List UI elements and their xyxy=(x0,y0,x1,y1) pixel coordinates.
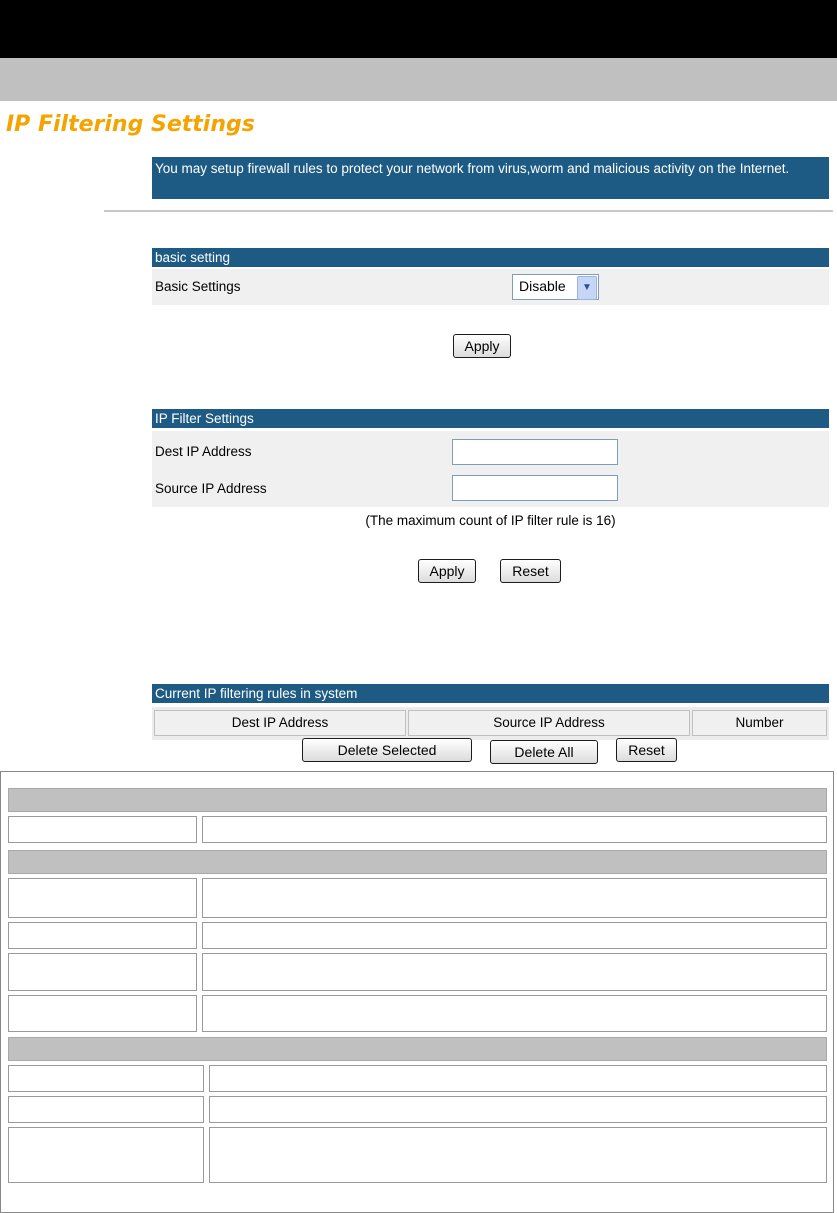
table-cell xyxy=(8,922,197,949)
basic-settings-label: Basic Settings xyxy=(155,279,241,294)
basic-settings-select-value: Disable xyxy=(519,278,566,294)
info-table-frame xyxy=(0,771,834,1213)
source-ip-label: Source IP Address xyxy=(155,481,267,496)
dest-ip-input[interactable] xyxy=(452,439,618,465)
table-cell xyxy=(202,953,827,991)
table-cell xyxy=(8,1096,204,1123)
ip-filter-apply-button[interactable]: Apply xyxy=(418,559,476,583)
page-title: IP Filtering Settings xyxy=(6,112,255,137)
table-section-bar xyxy=(8,1037,827,1061)
table-cell xyxy=(8,1065,204,1092)
ip-filter-settings-rows xyxy=(152,431,829,507)
table-cell xyxy=(202,922,827,949)
table-cell xyxy=(8,953,197,991)
table-cell xyxy=(8,1127,204,1183)
dest-ip-label: Dest IP Address xyxy=(155,444,252,459)
table-cell xyxy=(8,995,197,1032)
table-cell xyxy=(209,1096,827,1123)
basic-setting-row xyxy=(152,269,829,305)
table-cell xyxy=(202,878,827,918)
table-section-bar xyxy=(8,850,827,874)
column-header-number: Number xyxy=(692,710,827,736)
table-cell xyxy=(209,1065,827,1092)
divider xyxy=(104,210,833,212)
delete-selected-button[interactable]: Delete Selected xyxy=(302,738,472,762)
column-header-source-ip: Source IP Address xyxy=(408,710,690,736)
top-banner xyxy=(0,0,837,58)
table-section-bar xyxy=(8,788,827,812)
table-cell xyxy=(202,816,827,843)
table-cell xyxy=(8,816,197,843)
ip-filter-reset-button[interactable]: Reset xyxy=(500,559,561,583)
current-rules-header: Current IP filtering rules in system xyxy=(152,684,829,703)
table-cell xyxy=(8,878,197,918)
basic-apply-button[interactable]: Apply xyxy=(453,334,511,358)
chevron-down-icon[interactable]: ▼ xyxy=(577,276,597,300)
delete-all-button[interactable]: Delete All xyxy=(490,740,598,764)
menu-bar xyxy=(0,58,837,101)
intro-text: You may setup firewall rules to protect your network from virus,worm and malicious activity on the Internet. xyxy=(152,157,829,199)
rules-reset-button[interactable]: Reset xyxy=(616,738,677,762)
max-rule-note: (The maximum count of IP filter rule is 16) xyxy=(365,513,616,528)
column-header-dest-ip: Dest IP Address xyxy=(154,710,406,736)
ip-filter-settings-header: IP Filter Settings xyxy=(152,409,829,428)
source-ip-input[interactable] xyxy=(452,475,618,501)
table-cell xyxy=(202,995,827,1032)
table-cell xyxy=(209,1127,827,1183)
basic-setting-header: basic setting xyxy=(152,248,829,267)
rules-table xyxy=(152,707,829,740)
basic-settings-select[interactable] xyxy=(512,274,599,300)
